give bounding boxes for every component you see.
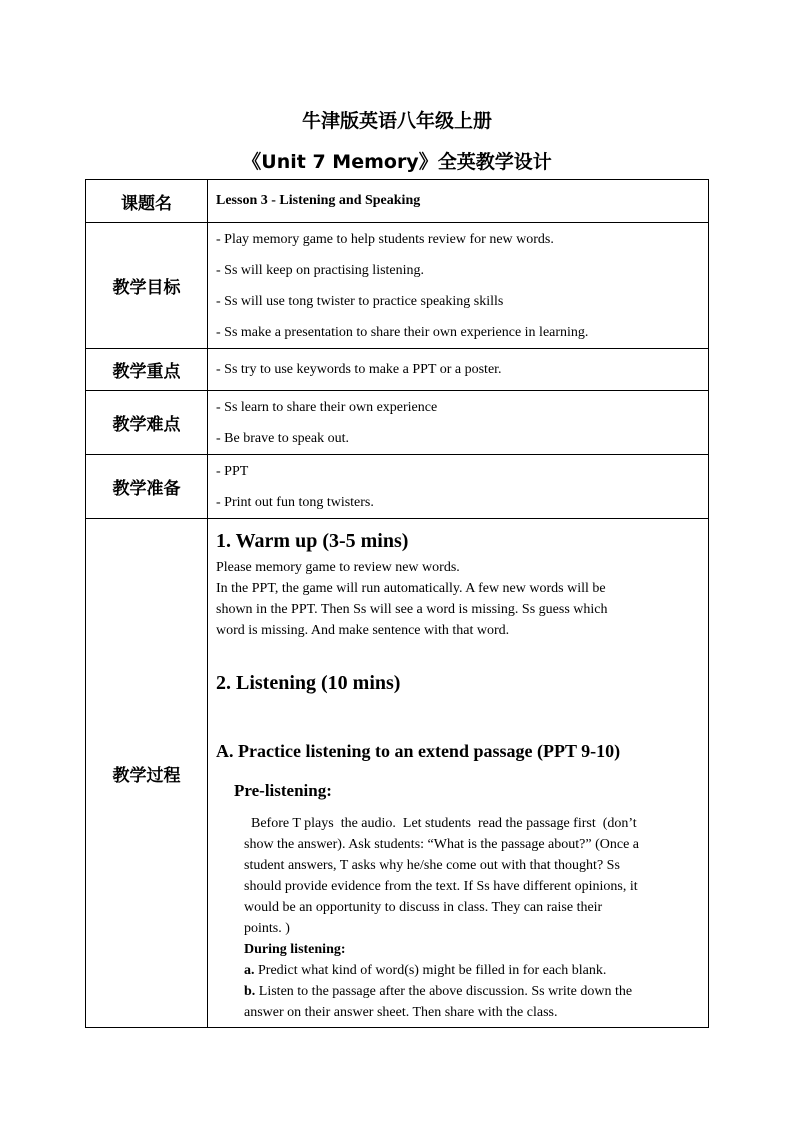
label-difficulties: 教学难点 — [86, 391, 208, 455]
value-objectives — [208, 223, 709, 349]
difficulty-item: - Be brave to speak out. — [216, 430, 349, 446]
objective-item: - Ss make a presentation to share their own experience in learning. — [216, 324, 589, 340]
value-process — [208, 519, 709, 1028]
objective-item: - Ss will use tong twister to practice speaking skills — [216, 293, 504, 309]
during-b-text: Listen to the passage after the above discussion. Ss write down the — [255, 984, 633, 999]
listening-heading: 2. Listening (10 mins) — [216, 672, 401, 694]
row-objectives — [86, 223, 709, 349]
warmup-line: shown in the PPT. Then Ss will see a word is missing. Ss guess which — [216, 602, 608, 617]
objective-item: - Ss will keep on practising listening. — [216, 262, 425, 278]
during-item-a — [244, 960, 700, 981]
during-listening-heading: During listening: — [244, 942, 346, 957]
pre-line: points. ) — [244, 921, 290, 936]
row-process — [86, 519, 709, 1028]
pre-line: student answers, T asks why he/she come out with that thought? Ss — [244, 858, 620, 873]
label-process: 教学过程 — [86, 519, 208, 1028]
pre-line: should provide evidence from the text. If Ss have different opinions, it — [244, 879, 638, 894]
warmup-text — [216, 557, 700, 641]
value-topic: Lesson 3 - Listening and Speaking — [208, 180, 709, 223]
pre-line: Before T plays the audio. Let students read the passage first (don’t — [244, 816, 637, 831]
practice-heading: A. Practice listening to an extend passage (PPT 9-10) — [216, 741, 621, 761]
row-topic — [86, 180, 709, 223]
pre-line: show the answer). Ask students: “What is the passage about?” (Once a — [244, 837, 639, 852]
lesson-plan-table — [85, 179, 709, 1028]
label-preparation: 教学准备 — [86, 455, 208, 519]
document-title: 牛津版英语八年级上册 — [301, 110, 492, 132]
value-key-points — [208, 349, 709, 391]
label-topic: 课题名 — [86, 180, 208, 223]
document-subtitle: 《Unit 7 Memory》全英教学设计 — [242, 151, 552, 173]
warmup-line: word is missing. And make sentence with that word. — [216, 623, 510, 638]
value-difficulties — [208, 391, 709, 455]
warmup-line: In the PPT, the game will run automatically. A few new words will be — [216, 581, 606, 596]
during-b-text-continued: answer on their answer sheet. Then share with the class. — [244, 1005, 558, 1020]
warmup-heading: 1. Warm up (3-5 mins) — [216, 530, 409, 552]
during-a-label: a. — [244, 963, 255, 978]
preparation-item: - PPT — [216, 463, 249, 479]
objective-item: - Play memory game to help students review for new words. — [216, 231, 554, 247]
row-difficulties — [86, 391, 709, 455]
value-preparation — [208, 455, 709, 519]
key-point-item: - Ss try to use keywords to make a PPT or a poster. — [216, 362, 502, 377]
label-objectives: 教学目标 — [86, 223, 208, 349]
during-a-text: Predict what kind of word(s) might be filled in for each blank. — [254, 963, 607, 978]
during-item-b — [244, 981, 700, 1002]
difficulty-item: - Ss learn to share their own experience — [216, 399, 438, 415]
pre-line: would be an opportunity to discuss in class. They can raise their — [244, 900, 603, 915]
row-key-points — [86, 349, 709, 391]
during-b-label: b. — [244, 984, 256, 999]
label-key-points: 教学重点 — [86, 349, 208, 391]
pre-listening-heading: Pre-listening: — [234, 781, 332, 800]
warmup-line: Please memory game to review new words. — [216, 560, 460, 575]
row-preparation — [86, 455, 709, 519]
pre-listening-text — [244, 813, 700, 939]
preparation-item: - Print out fun tong twisters. — [216, 494, 374, 510]
